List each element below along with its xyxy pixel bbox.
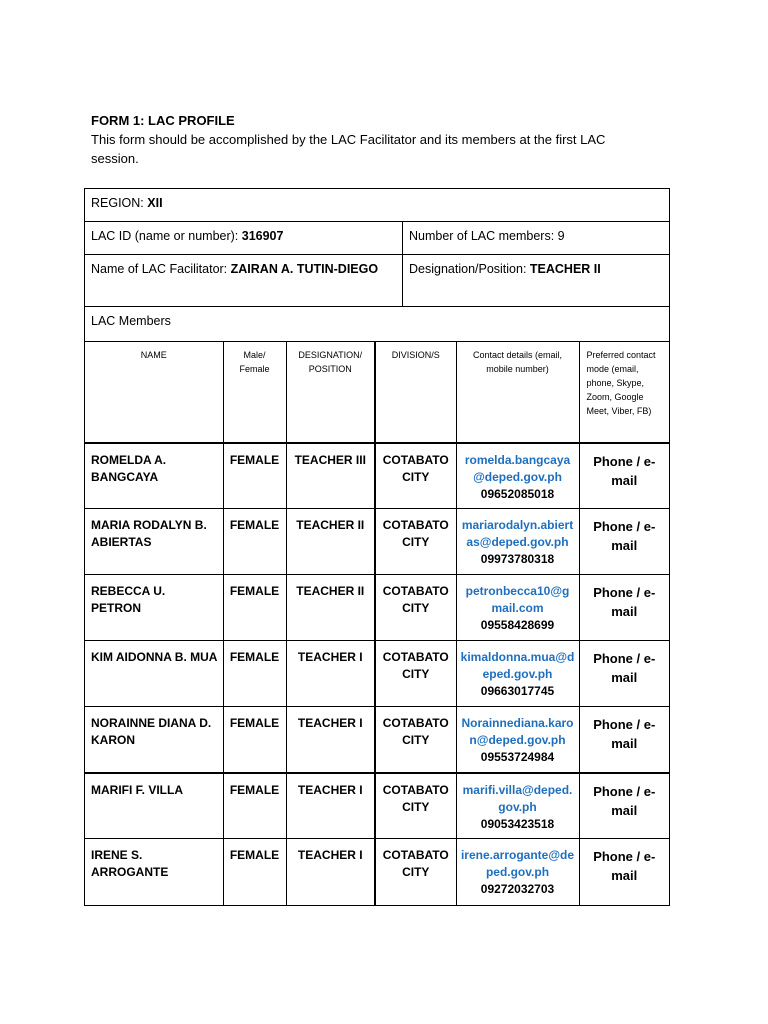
members-count-label: Number of LAC members:	[409, 229, 558, 243]
member-sex: FEMALE	[223, 641, 286, 707]
member-email-link[interactable]: romelda.bangcaya@deped.gov.ph	[464, 452, 571, 484]
member-contact-mode	[579, 509, 669, 575]
member-division: COTABATO CITY	[375, 839, 456, 905]
members-count-value: 9	[557, 229, 565, 243]
members-table-header	[85, 342, 669, 443]
member-contact-mode	[579, 641, 669, 707]
member-designation: TEACHER II	[286, 509, 375, 575]
table-row	[85, 839, 669, 905]
member-contact-mode	[579, 773, 669, 839]
member-contact	[456, 641, 579, 707]
table-row	[85, 443, 669, 509]
member-contact	[456, 509, 579, 575]
member-contact	[456, 443, 579, 509]
members-section-label: LAC Members	[91, 314, 171, 328]
lac-id-row	[85, 222, 669, 255]
member-division: COTABATO CITY	[375, 509, 456, 575]
member-mobile: 09553724984	[480, 750, 555, 764]
member-email-link[interactable]: marifi.villa@deped.gov.ph	[462, 782, 573, 814]
facilitator-value: ZAIRAN A. TUTIN-DIEGO	[230, 262, 379, 276]
header-name: NAME	[85, 342, 223, 443]
member-mode-text: Phone / e-mail	[593, 717, 656, 751]
member-designation: TEACHER II	[286, 575, 375, 641]
designation-value: TEACHER II	[529, 262, 601, 276]
member-mode-text: Phone / e-mail	[593, 519, 656, 553]
table-row	[85, 509, 669, 575]
member-sex: FEMALE	[223, 839, 286, 905]
designation-label: Designation/Position:	[409, 262, 530, 276]
member-contact	[456, 575, 579, 641]
member-name: KIM AIDONNA B. MUA	[85, 641, 223, 707]
facilitator-row	[85, 255, 669, 307]
member-email-link[interactable]: Norainnediana.karon@deped.gov.ph	[461, 716, 574, 747]
member-mobile: 09652085018	[480, 486, 555, 501]
member-contact-mode	[579, 707, 669, 773]
form-header	[91, 112, 651, 168]
header-contact: Contact details (email, mobile number)	[456, 342, 579, 443]
lac-id-label: LAC ID (name or number):	[91, 229, 242, 243]
member-contact-mode	[579, 443, 669, 509]
member-mode-text: Phone / e-mail	[593, 849, 656, 883]
form-title: FORM 1: LAC PROFILE	[91, 113, 235, 128]
member-mobile: 09973780318	[480, 552, 555, 566]
header-designation: DESIGNATION/ POSITION	[286, 342, 375, 443]
member-designation: TEACHER I	[286, 707, 375, 773]
member-name: IRENE S. ARROGANTE	[85, 839, 223, 905]
member-division: COTABATO CITY	[375, 443, 456, 509]
member-mode-text: Phone / e-mail	[593, 783, 656, 818]
member-mobile: 09053423518	[480, 816, 555, 831]
member-contact	[456, 773, 579, 839]
region-value: XII	[147, 196, 163, 210]
lac-id-value: 316907	[241, 229, 284, 243]
member-designation: TEACHER I	[286, 641, 375, 707]
member-name: ROMELDA A. BANGCAYA	[85, 443, 223, 509]
members-section-row	[85, 307, 669, 341]
member-division: COTABATO CITY	[375, 773, 456, 839]
table-row	[85, 773, 669, 839]
member-sex: FEMALE	[223, 707, 286, 773]
member-email-link[interactable]: mariarodalyn.abiertas@deped.gov.ph	[461, 518, 574, 549]
member-mobile: 09663017745	[480, 684, 555, 698]
region-cell	[85, 189, 669, 221]
table-row	[85, 575, 669, 641]
member-email-link[interactable]: petronbecca10@gmail.com	[465, 584, 570, 615]
header-division: DIVISION/S	[375, 342, 456, 443]
member-sex: FEMALE	[223, 509, 286, 575]
member-sex: FEMALE	[223, 575, 286, 641]
member-mode-text: Phone / e-mail	[593, 651, 656, 685]
header-mode: Preferred contact mode (email, phone, Skype, Zoom, Google Meet, Viber, FB)	[579, 342, 669, 443]
member-name: MARIFI F. VILLA	[85, 773, 223, 839]
member-mode-text: Phone / e-mail	[593, 453, 656, 488]
member-sex: FEMALE	[223, 773, 286, 839]
member-name: REBECCA U. PETRON	[85, 575, 223, 641]
facilitator-label: Name of LAC Facilitator:	[91, 262, 231, 276]
designation-cell	[402, 255, 669, 306]
member-contact-mode	[579, 839, 669, 905]
member-contact	[456, 839, 579, 905]
member-contact-mode	[579, 575, 669, 641]
member-designation: TEACHER III	[286, 443, 375, 509]
region-row	[85, 189, 669, 222]
member-division: COTABATO CITY	[375, 575, 456, 641]
member-division: COTABATO CITY	[375, 707, 456, 773]
member-mobile: 09558428699	[480, 618, 555, 632]
member-designation: TEACHER I	[286, 839, 375, 905]
form-instruction: This form should be accomplished by the LAC Facilitator and its members at the first LAC session.	[91, 132, 606, 166]
member-name: MARIA RODALYN B. ABIERTAS	[85, 509, 223, 575]
facilitator-cell	[85, 255, 402, 306]
lac-id-cell	[85, 222, 402, 254]
member-email-link[interactable]: irene.arrogante@deped.gov.ph	[460, 848, 575, 879]
member-designation: TEACHER I	[286, 773, 375, 839]
member-mobile: 09272032703	[480, 882, 555, 896]
member-mode-text: Phone / e-mail	[593, 585, 656, 619]
member-sex: FEMALE	[223, 443, 286, 509]
header-sex: Male/ Female	[223, 342, 286, 443]
member-division: COTABATO CITY	[375, 641, 456, 707]
members-count-cell	[402, 222, 669, 254]
members-table	[85, 341, 669, 905]
member-contact	[456, 707, 579, 773]
member-email-link[interactable]: kimaldonna.mua@deped.gov.ph	[460, 650, 575, 681]
table-row	[85, 707, 669, 773]
member-name: NORAINNE DIANA D. KARON	[85, 707, 223, 773]
region-label: REGION:	[91, 196, 148, 210]
table-row	[85, 641, 669, 707]
lac-profile-form	[84, 188, 670, 906]
